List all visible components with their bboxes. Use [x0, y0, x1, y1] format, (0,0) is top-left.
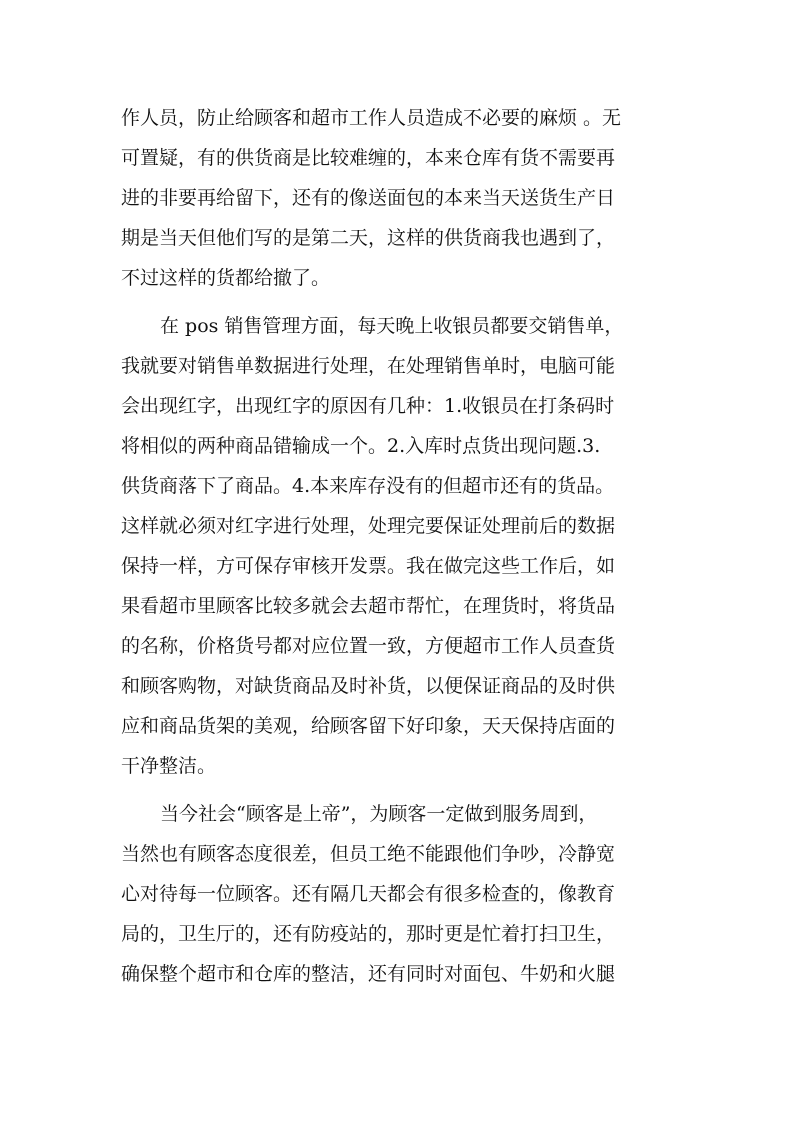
line-text: 果看超市里顾客比较多就会去超市帮忙，在理货时，将货品 — [121, 595, 616, 617]
text-line — [0, 746, 794, 786]
line-text: 将相似的两种商品错输成一个。2.入库时点货出现问题.3. — [121, 435, 601, 457]
line-text: 局的，卫生厅的，还有防疫站的，那时更是忙着打扫卫生， — [121, 923, 616, 945]
line-text: 进的非要再给留下，还有的像送面包的本来当天送货生产日 — [121, 187, 616, 209]
text-line — [0, 586, 794, 626]
line-text: 作人员，防止给顾客和超市工作人员造成不必要的麻烦 。无 — [121, 107, 622, 129]
text-line — [0, 666, 794, 706]
line-text: 心对待每一位顾客。还有隔几天都会有很多检查的，像教育 — [121, 883, 616, 905]
text-line — [0, 98, 794, 138]
line-text: 供货商落下了商品。4.本来库存没有的但超市还有的货品。 — [121, 475, 615, 497]
text-line — [0, 138, 794, 178]
line-text: 的名称，价格货号都对应位置一致，方便超市工作人员查货 — [121, 635, 616, 657]
text-line — [0, 954, 794, 994]
text-line — [0, 218, 794, 258]
line-text: 会出现红字，出现红字的原因有几种：1.收银员在打条码时 — [121, 395, 615, 417]
paragraph-start-text: 当今社会“顾客是上帝”，为顾客一定做到服务周到， — [160, 803, 598, 825]
text-line — [0, 914, 794, 954]
text-line — [0, 306, 794, 346]
line-text: 确保整个超市和仓库的整洁，还有同时对面包、牛奶和火腿 — [121, 963, 616, 985]
text-line — [0, 834, 794, 874]
line-text: 我就要对销售单数据进行处理，在处理销售单时，电脑可能 — [121, 355, 616, 377]
text-line — [0, 426, 794, 466]
text-line — [0, 706, 794, 746]
text-line — [0, 386, 794, 426]
text-line — [0, 346, 794, 386]
text-line — [0, 466, 794, 506]
text-line — [0, 874, 794, 914]
line-text: 应和商品货架的美观，给顾客留下好印象，天天保持店面的 — [121, 715, 616, 737]
text-line — [0, 626, 794, 666]
text-line — [0, 546, 794, 586]
line-text: 期是当天但他们写的是第二天，这样的供货商我也遇到了， — [121, 227, 616, 249]
line-text: 当然也有顾客态度很差，但员工绝不能跟他们争吵，冷静宽 — [121, 843, 616, 865]
line-text: 这样就必须对红字进行处理，处理完要保证处理前后的数据 — [121, 515, 616, 537]
text-line — [0, 178, 794, 218]
line-text: 干净整洁。 — [121, 755, 217, 777]
line-text: 可置疑，有的供货商是比较难缠的，本来仓库有货不需要再 — [121, 147, 616, 169]
paragraph-start-text: 在 pos 销售管理方面，每天晚上收银员都要交销售单， — [160, 315, 624, 337]
line-text: 和顾客购物，对缺货商品及时补货，以便保证商品的及时供 — [121, 675, 616, 697]
text-line — [0, 794, 794, 834]
text-line — [0, 506, 794, 546]
line-text: 不过这样的货都给撤了。 — [121, 267, 331, 289]
line-text: 保持一样，方可保存审核开发票。我在做完这些工作后，如 — [121, 555, 616, 577]
text-line — [0, 258, 794, 298]
